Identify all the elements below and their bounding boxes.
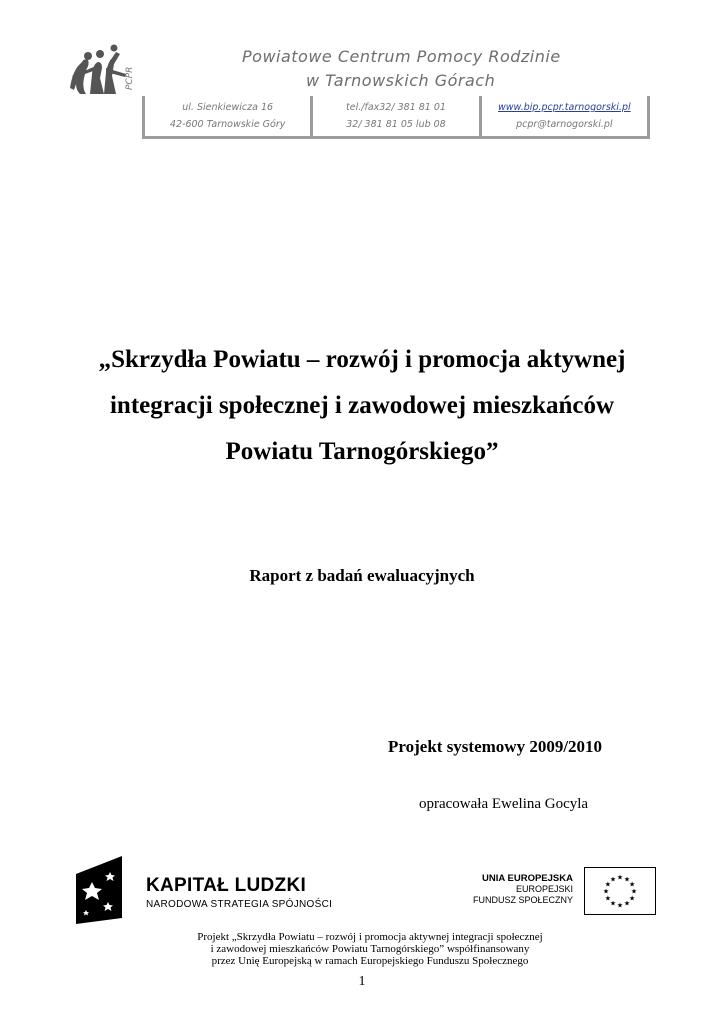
eu-star: ★ [609, 899, 617, 908]
email-text: pcpr@tarnogorski.pl [516, 119, 613, 130]
page-number: 1 [358, 974, 366, 989]
eu-line3: FUNDUSZ SPOŁECZNY [472, 895, 573, 905]
title-line3: Powiatu Tarnogórskiego” [225, 438, 499, 465]
document-subtitle: Raport z badań ewaluacyjnych [249, 566, 475, 585]
footnote-line3: przez Unię Europejską w ramach Europejskiego Funduszu Społecznego [211, 955, 529, 967]
address-line2: 42-600 Tarnowskie Góry [169, 119, 286, 130]
footnote-line2: i zawodowej mieszkańców Powiatu Tarnogórskiego” współfinansowany [210, 943, 530, 955]
kapital-ludzki-logo-icon [72, 854, 126, 926]
eu-star: ★ [609, 875, 617, 884]
phone-line2: 32/ 381 81 05 lub 08 [346, 119, 446, 130]
contact-table [142, 96, 650, 139]
eu-star: ★ [628, 894, 636, 903]
address-line1: ul. Sienkiewicza 16 [182, 102, 274, 113]
org-name-line2: w Tarnowskich Górach [306, 71, 496, 90]
web-cell [482, 96, 650, 136]
pcpr-logo-label: PCPR [125, 66, 135, 90]
project-label: Projekt systemowy 2009/2010 [388, 737, 603, 756]
pcpr-logo [66, 44, 142, 98]
eu-star: ★ [628, 880, 636, 889]
eu-text [460, 873, 573, 906]
eu-star: ★ [602, 887, 610, 896]
website-link[interactable]: www.bip.pcpr.tarnogorski.pl [498, 102, 631, 113]
phone-line1: tel./fax32/ 381 81 01 [346, 102, 446, 113]
eu-star: ★ [604, 894, 612, 903]
phone-cell [310, 96, 481, 136]
footer-note [160, 931, 580, 967]
eu-star: ★ [623, 875, 631, 884]
footnote-line1: Projekt „Skrzydła Powiatu – rozwój i promocja aktywnej integracji społecznej [197, 931, 543, 943]
kapital-ludzki-title: KAPITAŁ LUDZKI [146, 875, 307, 896]
eu-line1: UNIA EUROPEJSKA [482, 873, 573, 884]
title-line1: „Skrzydła Powiatu – rozwój i promocja aktywnej [98, 346, 626, 373]
eu-line2: EUROPEJSKI [515, 884, 573, 894]
eu-star: ★ [630, 887, 638, 896]
eu-flag-icon [584, 867, 656, 915]
eu-star: ★ [616, 873, 624, 882]
pcpr-figures-logo-icon [66, 44, 142, 98]
kapital-ludzki-subtitle: NARODOWA STRATEGIA SPÓJNOŚCI [146, 899, 333, 910]
title-line2: integracji społecznej i zawodowej mieszkańców [109, 392, 615, 419]
author-label: opracowała Ewelina Gocyla [419, 796, 589, 812]
eu-star: ★ [604, 880, 612, 889]
eu-star: ★ [616, 901, 624, 910]
address-cell [142, 96, 310, 136]
document-title [40, 337, 684, 475]
org-name-line1: Powiatowe Centrum Pomocy Rodzinie [242, 47, 561, 66]
eu-star: ★ [623, 899, 631, 908]
